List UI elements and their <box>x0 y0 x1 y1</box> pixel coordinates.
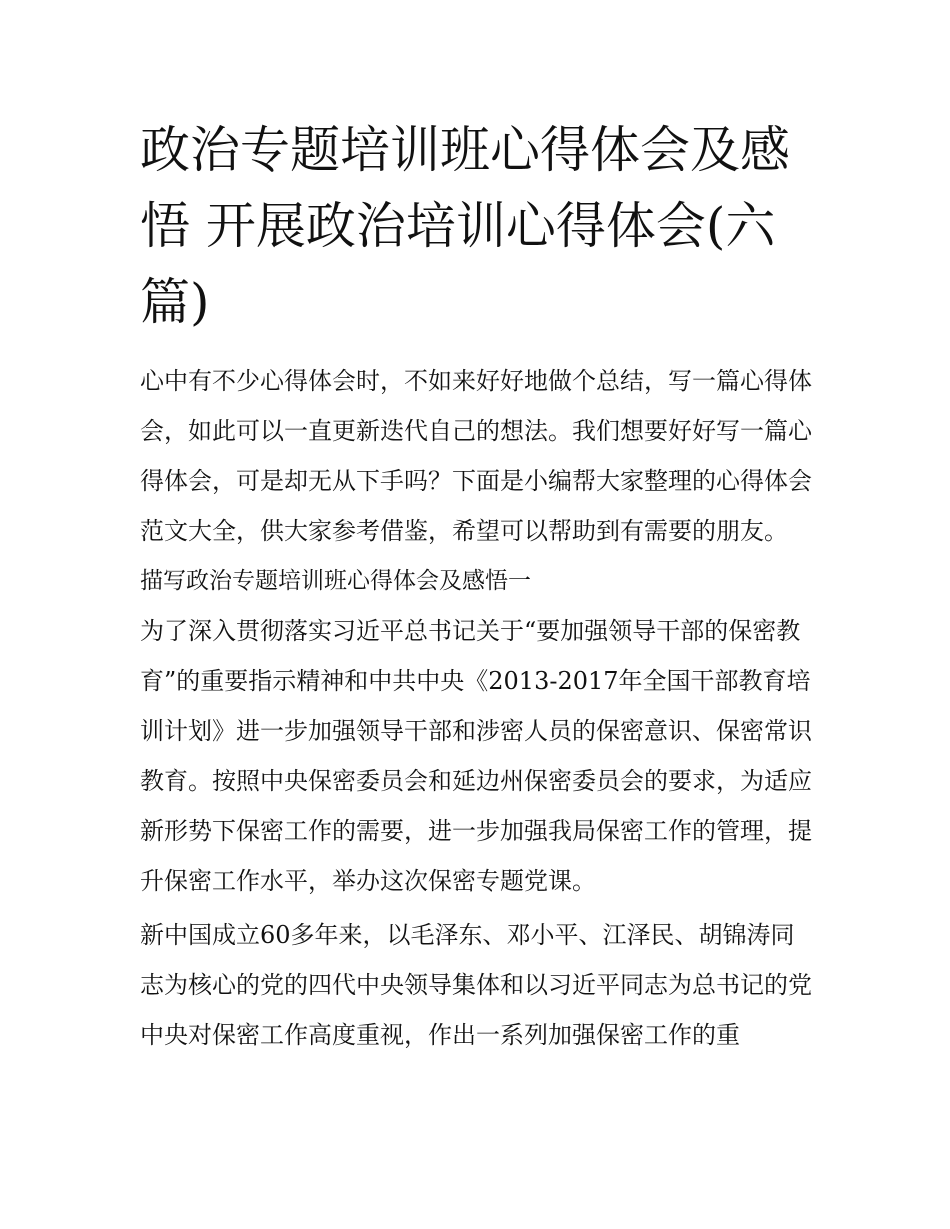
intro-paragraph: 心中有不少心得体会时，不如来好好地做个总结，写一篇心得体会，如此可以一直更新迭代自己的想法。我们想要好好写一篇心得体会，可是却无从下手吗？下面是小编帮大家整理的心得体会范文大全，供大家参考借鉴，希望可以帮助到有需要的朋友。 <box>140 367 812 545</box>
section-heading: 描写政治专题培训班心得体会及感悟一 <box>140 568 531 594</box>
document-page <box>140 112 812 1060</box>
body-paragraph: 新中国成立60多年来，以毛泽东、邓小平、江泽民、胡锦涛同志为核心的党的四代中央领导集体和以习近平同志为总书记的党中央对保密工作高度重视，作出一系列加强保密工作的重 <box>140 921 812 1049</box>
document-title: 政治专题培训班心得体会及感悟 开展政治培训心得体会(六篇) <box>140 121 790 331</box>
body-paragraph: 为了深入贯彻落实习近平总书记关于“要加强领导干部的保密教育”的重要指示精神和中共中央《2013-2017年全国干部教育培训计划》进一步加强领导干部和涉密人员的保密意识、保密常识教育。按照中央保密委员会和延边州保密委员会的要求，为适应新形势下保密工作的需要，进一步加强我局保密工作的管理，提升保密工作水平，举办这次保密专题党课。 <box>140 617 812 895</box>
